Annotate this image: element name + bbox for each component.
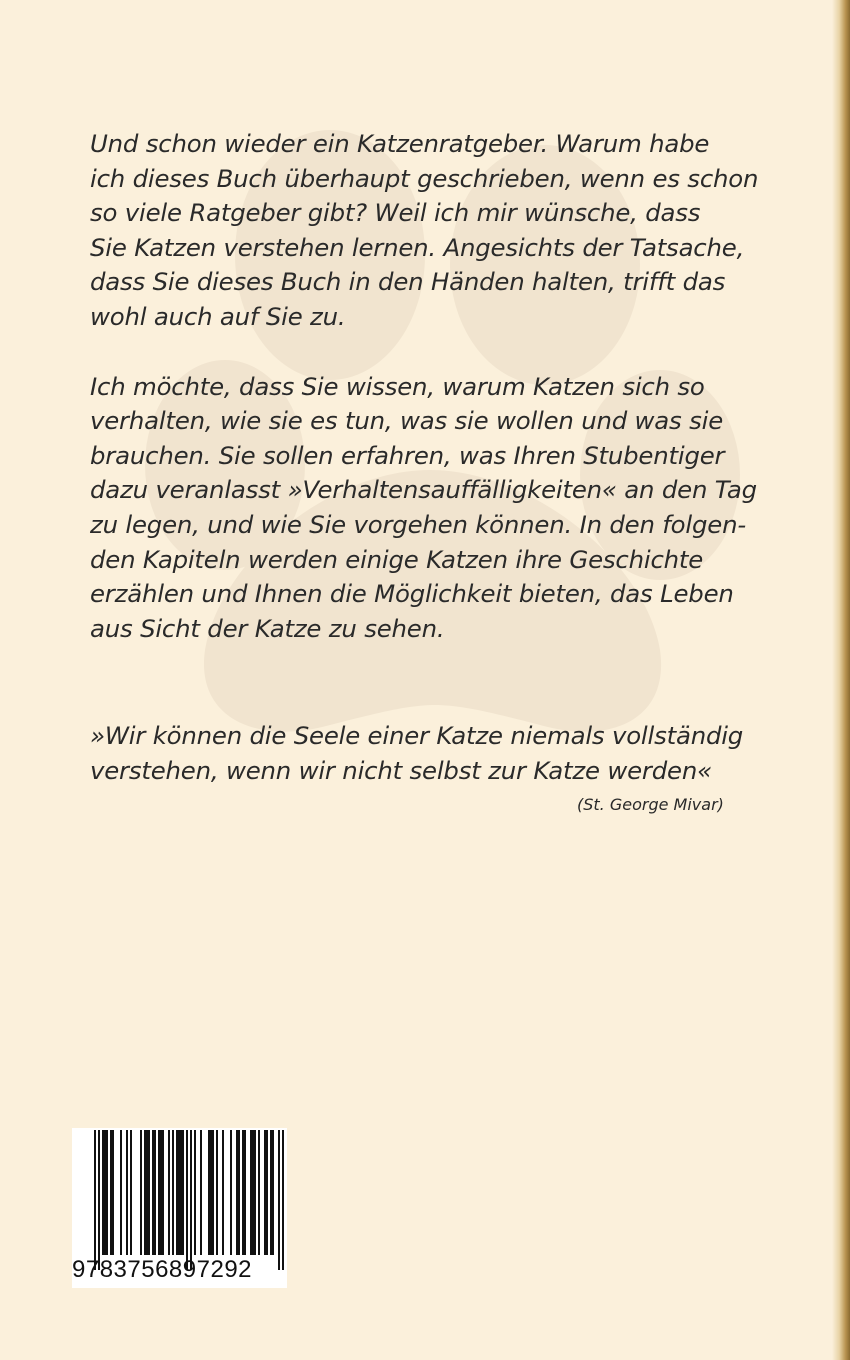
barcode-bar bbox=[254, 1130, 256, 1255]
isbn-number: 9783756897292 bbox=[72, 1256, 253, 1283]
barcode-bar bbox=[152, 1130, 154, 1255]
paragraph-2 bbox=[90, 370, 770, 647]
text-line: brauchen. Sie sollen erfahren, was Ihren Stubentiger bbox=[90, 440, 725, 470]
quote-attribution: (St. George Mivar) bbox=[577, 795, 724, 814]
barcode-bar bbox=[126, 1130, 128, 1255]
text-line: dass Sie dieses Buch in den Händen halten, trifft das bbox=[90, 267, 726, 297]
barcode-bar bbox=[180, 1130, 182, 1255]
barcode-bar bbox=[282, 1130, 284, 1270]
text-line: wohl auch auf Sie zu. bbox=[90, 301, 346, 331]
barcode-bar bbox=[216, 1130, 218, 1255]
barcode-bar bbox=[146, 1130, 148, 1255]
paragraph-gap bbox=[90, 335, 770, 370]
text-line: den Kapiteln werden einige Katzen ihre Geschichte bbox=[90, 544, 704, 574]
barcode-bar bbox=[190, 1130, 192, 1270]
cat-quote bbox=[90, 719, 770, 788]
barcode-bar bbox=[258, 1130, 260, 1255]
barcode-bar bbox=[278, 1130, 280, 1270]
barcode-bar bbox=[252, 1130, 254, 1255]
barcode-bar bbox=[222, 1130, 224, 1255]
text-line: so viele Ratgeber gibt? Weil ich mir wünsche, dass bbox=[90, 198, 701, 228]
barcode-bar bbox=[236, 1130, 238, 1255]
barcode-bar bbox=[110, 1130, 112, 1255]
barcode-bar bbox=[176, 1130, 178, 1255]
back-cover-blurb bbox=[90, 127, 770, 646]
barcode-bar bbox=[178, 1130, 180, 1255]
barcode-bar bbox=[194, 1130, 196, 1255]
barcode-bar bbox=[212, 1130, 214, 1255]
barcode-bar bbox=[182, 1130, 184, 1255]
barcode-bar bbox=[210, 1130, 212, 1255]
text-line: ich dieses Buch überhaupt geschrieben, wenn es schon bbox=[90, 163, 759, 193]
barcode-bar bbox=[186, 1130, 188, 1270]
barcode-bar bbox=[148, 1130, 150, 1255]
text-line: Und schon wieder ein Katzenratgeber. Warum habe bbox=[90, 129, 710, 158]
barcode-bar bbox=[162, 1130, 164, 1255]
barcode-bar bbox=[242, 1130, 244, 1255]
barcode-bar bbox=[272, 1130, 274, 1255]
text-line: zu legen, und wie Sie vorgehen können. In den folgen- bbox=[90, 509, 746, 539]
barcode-bar bbox=[200, 1130, 202, 1255]
barcode-bar bbox=[106, 1130, 108, 1255]
text-line: dazu veranlasst »Verhaltensauffälligkeiten« an den Tag bbox=[90, 475, 757, 505]
paragraph-1 bbox=[90, 127, 770, 335]
barcode-bar bbox=[112, 1130, 114, 1255]
barcode-bar bbox=[230, 1130, 232, 1255]
barcode-bar bbox=[104, 1130, 106, 1255]
barcode-bar bbox=[160, 1130, 162, 1255]
barcode-bar bbox=[172, 1130, 174, 1255]
barcode-bar bbox=[266, 1130, 268, 1255]
barcode-bar bbox=[98, 1130, 100, 1270]
barcode-bar bbox=[130, 1130, 132, 1255]
text-line: verhalten, wie sie es tun, was sie wollen und was sie bbox=[90, 406, 724, 436]
quote-line: »Wir können die Seele einer Katze niemals vollständig bbox=[90, 721, 744, 750]
barcode-bar bbox=[238, 1130, 240, 1255]
text-line: Sie Katzen verstehen lernen. Angesichts der Tatsache, bbox=[90, 232, 745, 262]
text-line: aus Sicht der Katze zu sehen. bbox=[90, 613, 445, 643]
text-line: erzählen und Ihnen die Möglichkeit bieten, das Leben bbox=[90, 579, 734, 609]
barcode-bar bbox=[168, 1130, 170, 1255]
text-line: Ich möchte, dass Sie wissen, warum Katzen sich so bbox=[90, 371, 705, 401]
barcode-bar bbox=[208, 1130, 210, 1255]
barcode-bar bbox=[144, 1130, 146, 1255]
quote-line: verstehen, wenn wir nicht selbst zur Katze werden« bbox=[90, 755, 712, 785]
barcode-bar bbox=[158, 1130, 160, 1255]
barcode-bar bbox=[102, 1130, 104, 1255]
barcode-bar bbox=[120, 1130, 122, 1255]
barcode-bar bbox=[250, 1130, 252, 1255]
barcode-bar bbox=[244, 1130, 246, 1255]
barcode-bar bbox=[154, 1130, 156, 1255]
barcode-bar bbox=[140, 1130, 142, 1255]
barcode-bar bbox=[94, 1130, 96, 1270]
barcode-bar bbox=[264, 1130, 266, 1255]
barcode-bar bbox=[270, 1130, 272, 1255]
